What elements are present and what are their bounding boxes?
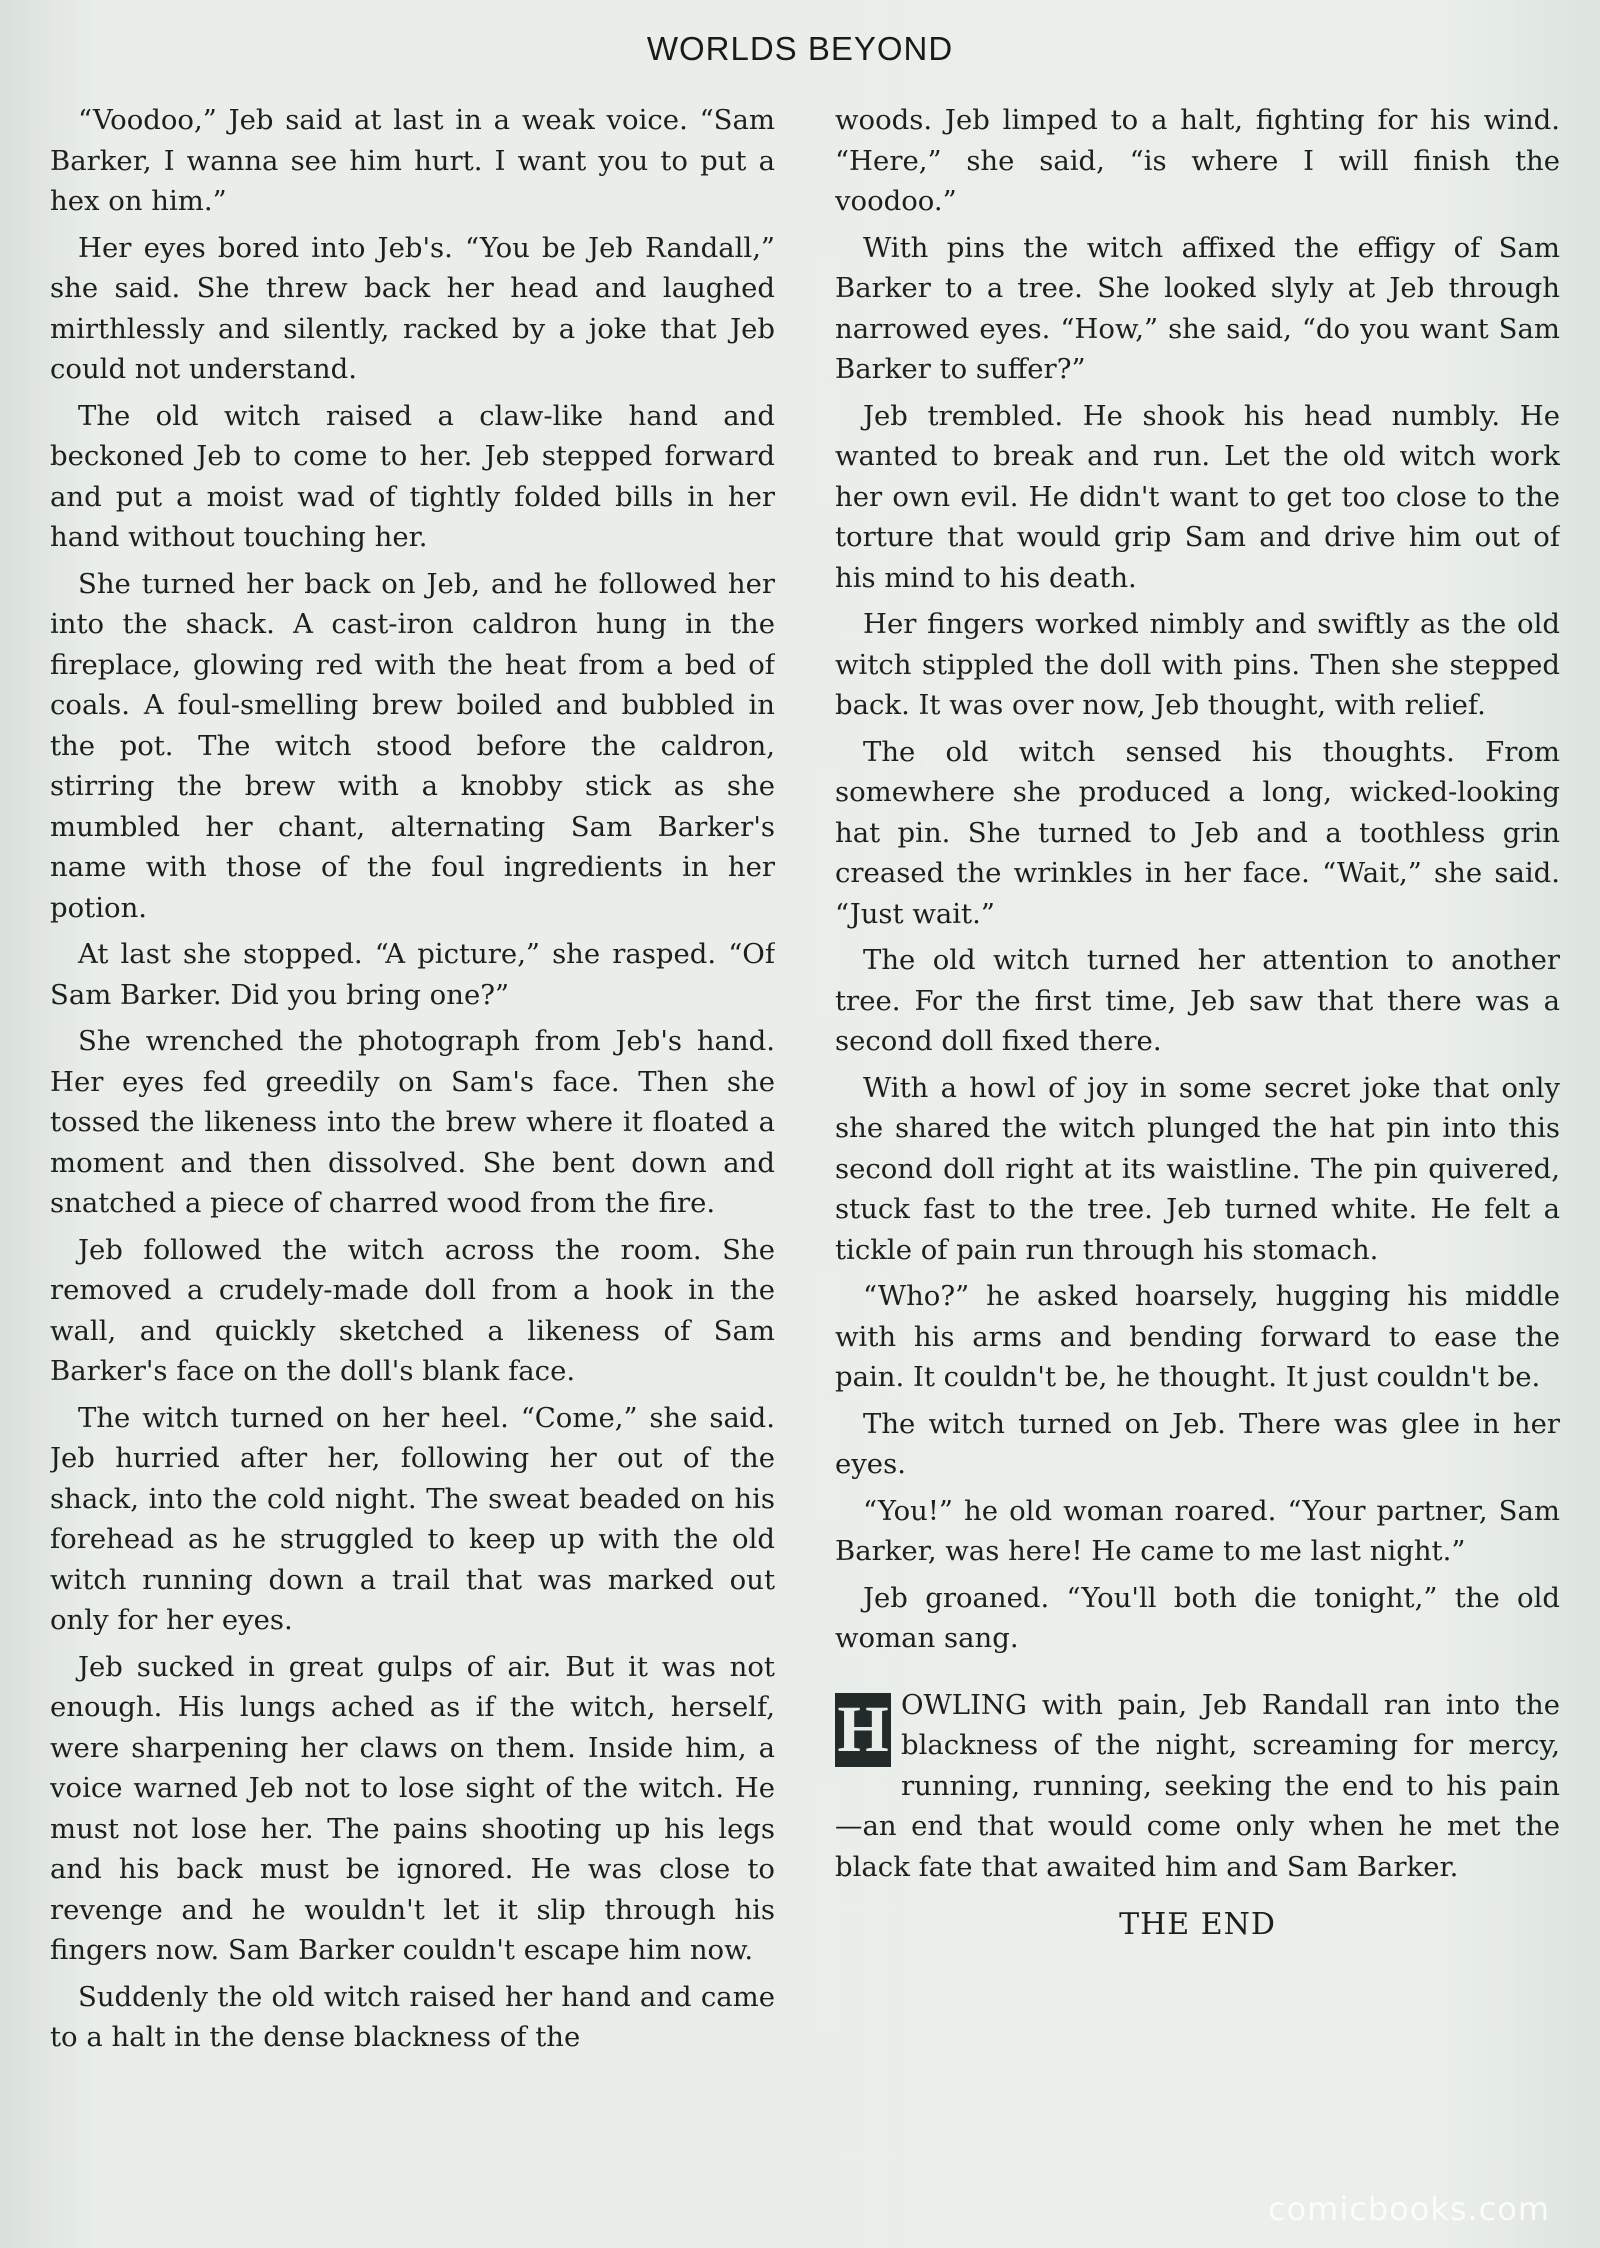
- story-paragraph: “Who?” he asked hoarsely, hugging his middle with his arms and bending forward to ease the pain. It couldn't be, he thought. It just couldn't be.: [835, 1280, 1560, 1393]
- story-paragraph: Jeb trembled. He shook his head numbly. He wanted to break and run. Let the old witch work her own evil. He didn't want to get too close to the torture that would grip Sam and drive him out of his mind to his death.: [835, 399, 1560, 594]
- story-paragraph: Jeb followed the witch across the room. She removed a crudely-made doll from a hook in the wall, and quickly sketched a likeness of Sam Barker's face on the doll's blank face.: [50, 1233, 775, 1387]
- story-paragraph: She turned her back on Jeb, and he followed her into the shack. A cast-iron caldron hung in the fireplace, glowing red with the heat from a bed of coals. A foul-smelling brew boiled and bubbled in the pot. The witch stood before the caldron, stirring the brew with a knobby stick as she mumbled her chant, alternating Sam Barker's name with those of the foul ingredients in her potion.: [50, 567, 775, 924]
- left-column: [50, 100, 775, 2160]
- story-paragraph: She wrenched the photograph from Jeb's hand. Her eyes fed greedily on Sam's face. Then she tossed the likeness into the brew where it floated a moment and then dissolved. She bent down and snatched a piece of charred wood from the fire.: [50, 1025, 775, 1219]
- final-paragraph-text: OWLING with pain, Jeb Randall ran into the blackness of the night, screaming for mercy, running, running, seeking the end to his pain—an end that would come only when he met the black fate that awaited him and Sam Barker.: [835, 1688, 1560, 1883]
- story-paragraph: Suddenly the old witch raised her hand and came to a halt in the dense blackness of the: [50, 1980, 775, 2053]
- story-paragraph: The old witch turned her attention to another tree. For the first time, Jeb saw that there was a second doll fixed there.: [835, 944, 1560, 1057]
- story-paragraph: At last she stopped. “A picture,” she rasped. “Of Sam Barker. Did you bring one?”: [50, 938, 775, 1011]
- page-header-title: WORLDS BEYOND: [646, 30, 954, 67]
- story-paragraph: Jeb groaned. “You'll both die tonight,” the old woman sang.: [835, 1581, 1560, 1654]
- story-paragraph: Her fingers worked nimbly and swiftly as the old witch stippled the doll with pins. Then she stepped back. It was over now, Jeb thought, with relief.: [835, 608, 1560, 721]
- story-paragraph: Jeb sucked in great gulps of air. But it was not enough. His lungs ached as if the witch, herself, were sharpening her claws on them. Inside him, a voice warned Jeb not to lose sight of the witch. He must not lose her. The pains shooting up his legs and his back must be ignored. He was close to revenge and he wouldn't let it slip through his fingers now. Sam Barker couldn't escape him now.: [50, 1650, 775, 1966]
- story-paragraph: The witch turned on her heel. “Come,” she said. Jeb hurried after her, following her out of the shack, into the cold night. The sweat beaded on his forehead as he struggled to keep up with the old witch running down a trail that was marked out only for her eyes.: [50, 1401, 775, 1636]
- watermark: comicbooks.com: [1267, 2190, 1550, 2228]
- continued-paragraph: woods. Jeb limped to a halt, fighting for his wind. “Here,” she said, “is where I will finish the voodoo.”: [835, 104, 1560, 217]
- story-paragraph: “You!” he old woman roared. “Your partner, Sam Barker, was here! He came to me last night.”: [835, 1494, 1560, 1567]
- story-paragraph: The old witch sensed his thoughts. From somewhere she produced a long, wicked-looking hat pin. She turned to Jeb and a toothless grin creased the wrinkles in her face. “Wait,” she said. “Just wait.”: [835, 735, 1560, 930]
- story-paragraph: The witch turned on Jeb. There was glee in her eyes.: [835, 1407, 1560, 1480]
- story-paragraph: With pins the witch affixed the effigy of Sam Barker to a tree. She looked slyly at Jeb through narrowed eyes. “How,” she said, “do you want Sam Barker to suffer?”: [835, 231, 1560, 385]
- story-paragraph: Her eyes bored into Jeb's. “You be Jeb Randall,” she said. She threw back her head and laughed mirthlessly and silently, racked by a joke that Jeb could not understand.: [50, 231, 775, 385]
- right-column: [835, 100, 1560, 2160]
- story-paragraph: With a howl of joy in some secret joke that only she shared the witch plunged the hat pin into this second doll right at its waistline. The pin quivered, stuck fast to the tree. Jeb turned white. He felt a tickle of pain run through his stomach.: [835, 1071, 1560, 1266]
- story-columns: [50, 100, 1560, 2160]
- drop-cap-letter: H: [835, 1693, 891, 1767]
- final-paragraph: [835, 1685, 1560, 1888]
- the-end-label: THE END: [1119, 1907, 1276, 1942]
- story-paragraph: “Voodoo,” Jeb said at last in a weak voice. “Sam Barker, I wanna see him hurt. I want you to put a hex on him.”: [50, 104, 775, 217]
- story-paragraph: The old witch raised a claw-like hand and beckoned Jeb to come to her. Jeb stepped forward and put a moist wad of tightly folded bills in her hand without touching her.: [50, 399, 775, 553]
